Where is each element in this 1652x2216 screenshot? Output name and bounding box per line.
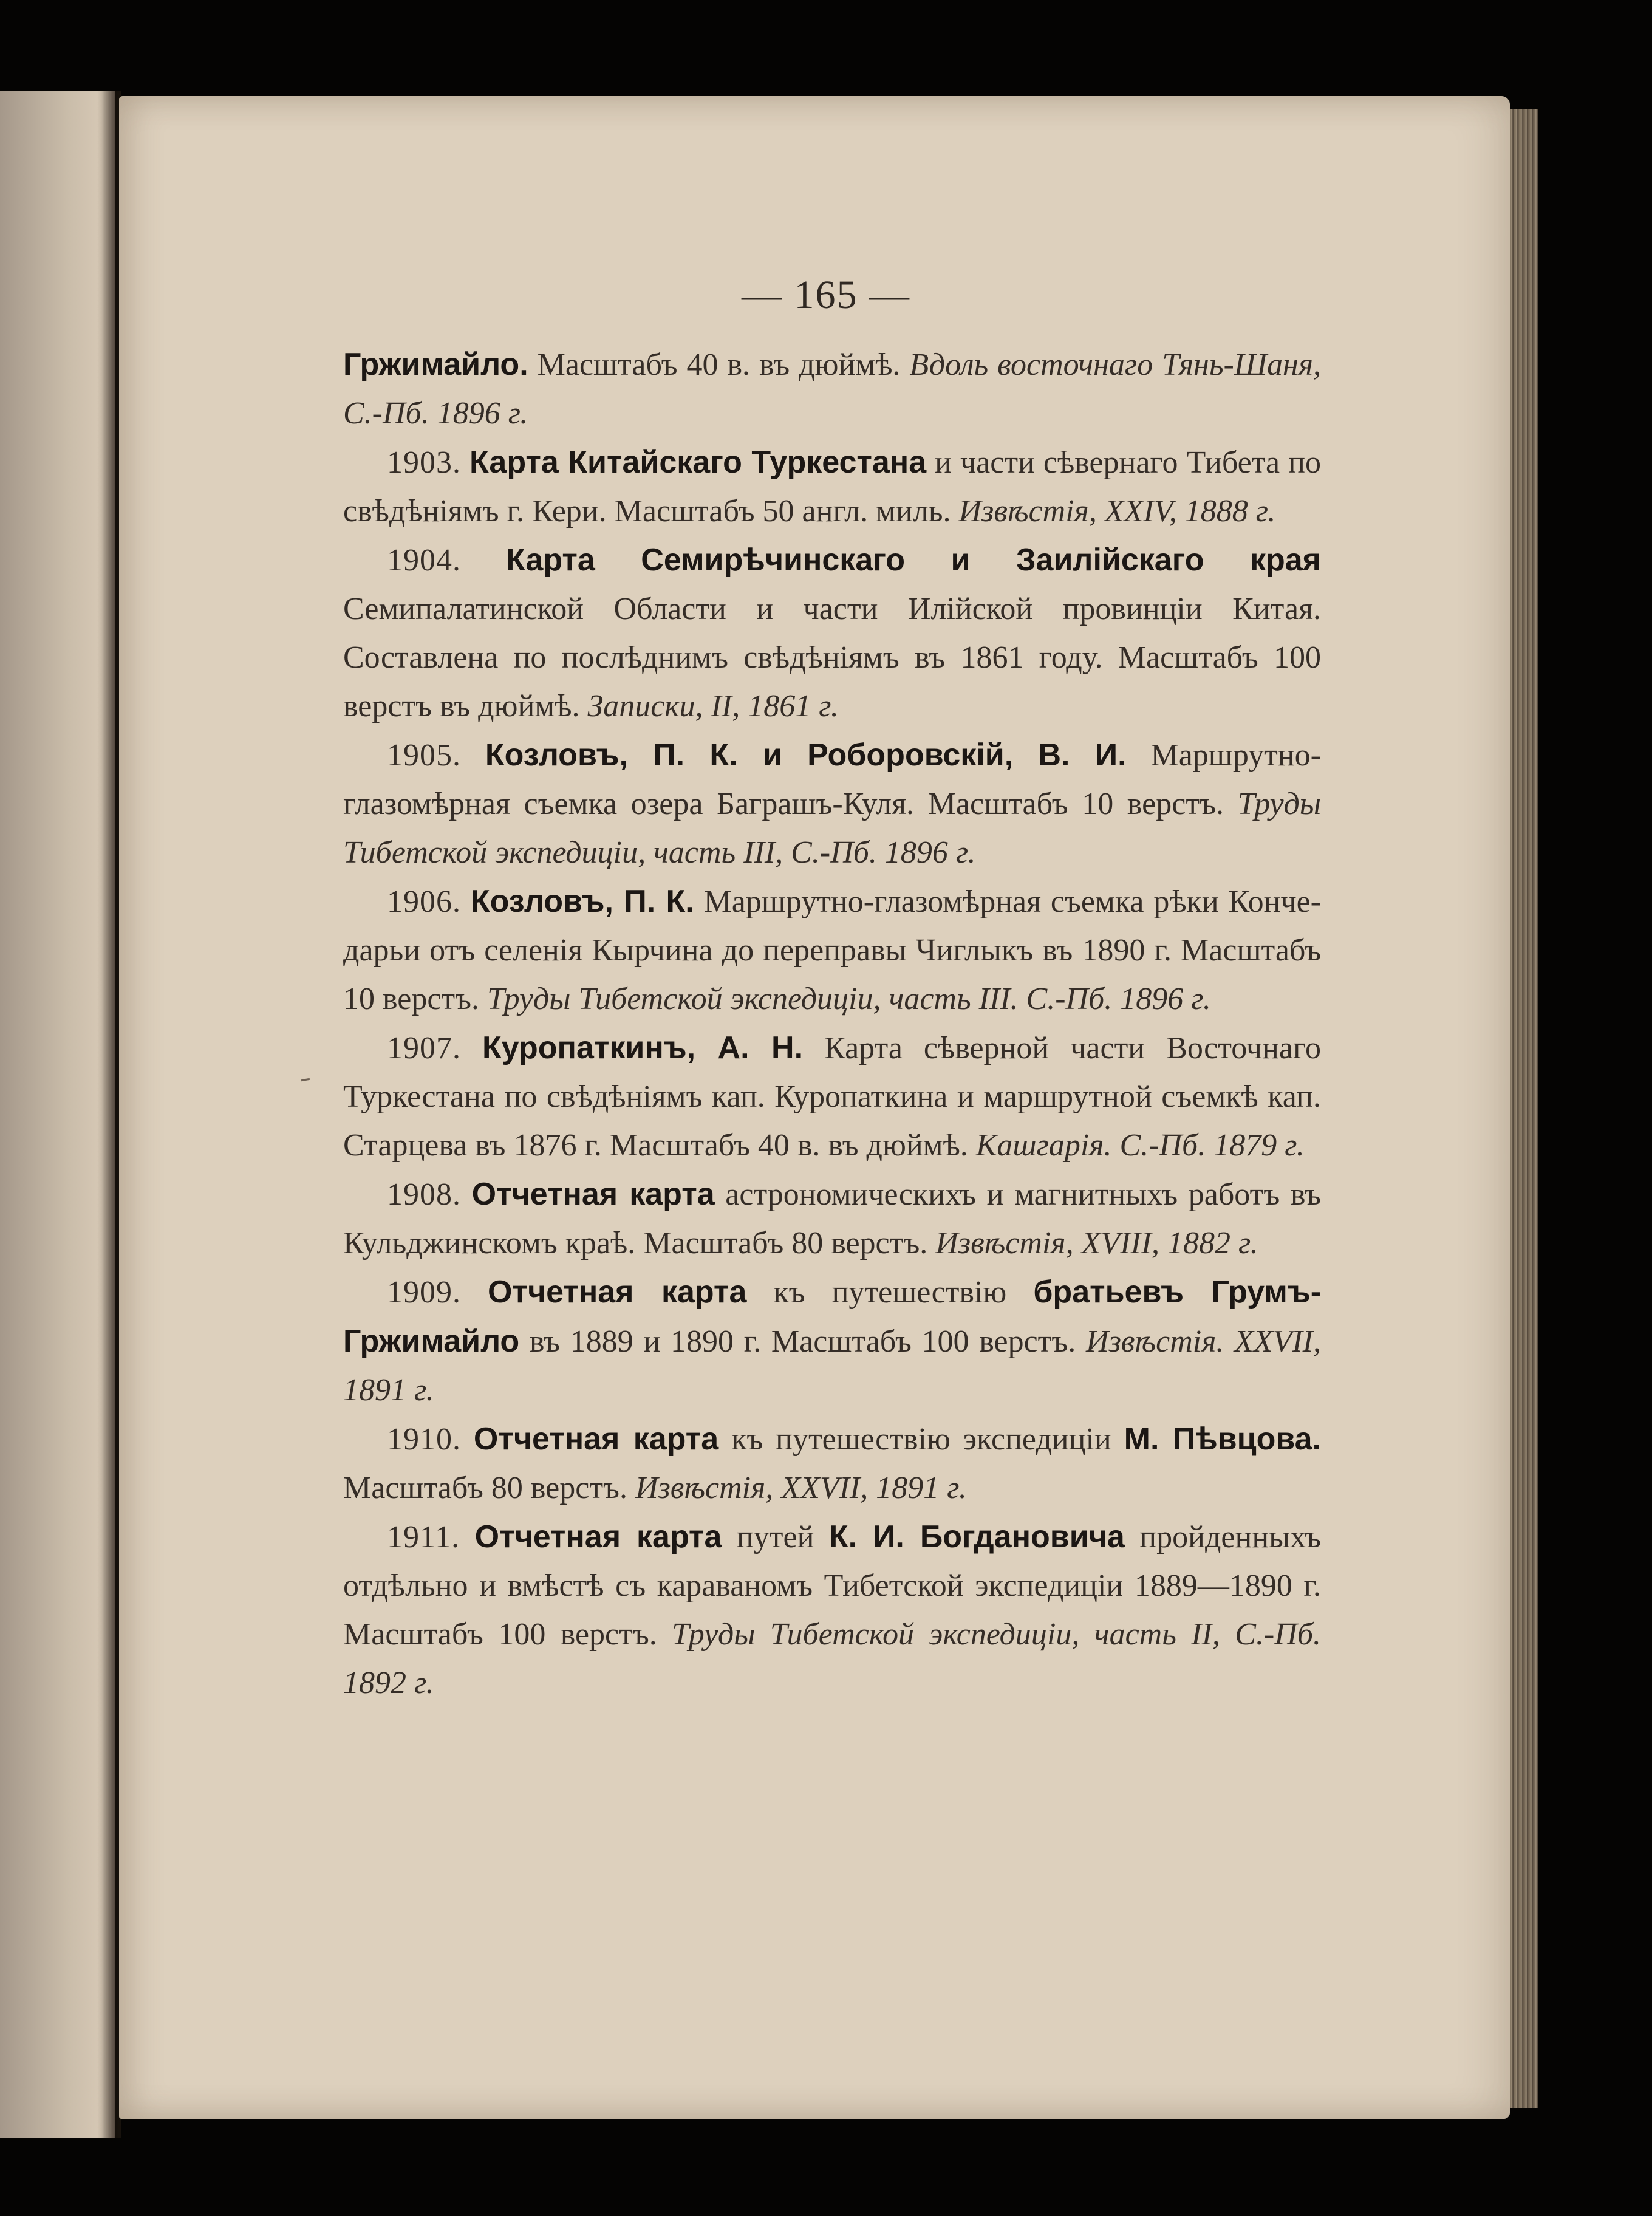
entry-run-bold: Куропаткинъ, А. Н.	[482, 1030, 804, 1065]
entry-run-bold: М. Пѣвцова.	[1124, 1421, 1321, 1457]
entry-number: 1909.	[387, 1275, 461, 1310]
catalog-entry	[343, 438, 1321, 536]
entry-number: 1906.	[387, 884, 461, 919]
entry-run: и части сѣвернаго Тибета по свѣдѣніямъ г. Кери. Масштабъ 50 англ. миль.	[343, 445, 1321, 528]
entry-number: 1907.	[387, 1031, 461, 1065]
entry-run: пройденныхъ отдѣльно и вмѣстѣ съ караваномъ Тибетской экспедиціи 1889—1890 г. Масштабъ 100 верстъ.	[343, 1520, 1321, 1652]
entry-number: 1908.	[387, 1177, 461, 1212]
entry-run-italic: Записки, II, 1861 г.	[587, 689, 839, 723]
entry-run-bold: К. И. Богдановича	[828, 1519, 1125, 1554]
entry-run-bold: Гржимайло.	[343, 347, 528, 382]
catalog-entry	[343, 340, 1321, 438]
entry-run-italic: Кашгарія. С.-Пб. 1879 г.	[975, 1128, 1305, 1163]
entry-run-bold: Козловъ, П. К.	[470, 884, 694, 919]
entry-run-bold: Отчетная карта	[473, 1421, 719, 1457]
catalog-entry	[343, 877, 1321, 1024]
entry-run-italic: Извѣстія, XXIV, 1888 г.	[958, 494, 1276, 528]
entry-run-bold: Отчетная карта	[488, 1274, 747, 1310]
catalog-entry	[343, 1170, 1321, 1268]
page-number: — 165 —	[742, 273, 910, 317]
entry-run-italic: Извѣстія, XXVII, 1891 г.	[635, 1471, 967, 1505]
entry-run-bold: Отчетная карта	[474, 1519, 722, 1554]
entry-run: къ путешествію экспедиціи	[718, 1422, 1124, 1457]
entry-run-italic: Труды Тибетской экспедиціи, часть II, С.-Пб. 1892 г.	[343, 1617, 1321, 1700]
entry-run: Масштабъ 80 верстъ.	[343, 1471, 635, 1505]
page-stack-edges	[1510, 109, 1538, 2108]
entry-run-bold: Отчетная карта	[471, 1177, 715, 1212]
entry-run: Семипалатинской Области и части Илійской провинціи Китая. Составлена по послѣднимъ свѣдѣніямъ въ 1861 году. Масштабъ 100 верстъ въ дюймѣ.	[343, 592, 1321, 723]
entry-run-bold: Козловъ, П. К. и Роборовскій, В. И.	[485, 737, 1127, 773]
entry-run: Карта сѣверной части Восточнаго Туркестана по свѣдѣніямъ кап. Куропаткина и маршрутной съемкѣ кап. Старцева въ 1876 г. Масштабъ 40 в. въ дюймѣ.	[343, 1031, 1322, 1163]
entry-number: 1903.	[387, 445, 461, 480]
entry-run: Маршрутно-глазомѣрная съемка рѣки Конче-дарьи отъ селенія Кырчина до переправы Чиглыкъ въ 1890 г. Масштабъ 10 верстъ.	[343, 884, 1322, 1016]
catalog-entry	[343, 536, 1321, 731]
entry-run: къ путешествію	[746, 1275, 1034, 1310]
catalog-entry	[343, 1415, 1321, 1513]
entry-number: 1905.	[387, 738, 461, 773]
catalog-entry	[343, 1513, 1321, 1708]
catalog-entry	[343, 1268, 1321, 1415]
entry-run-italic: Извѣстія, XVIII, 1882 г.	[935, 1226, 1258, 1260]
entry-run-italic: Труды Тибетской экспедиціи, часть III, С.-Пб. 1896 г.	[343, 787, 1321, 870]
catalog-entry	[343, 731, 1321, 877]
entry-run: путей	[722, 1520, 829, 1554]
entry-run: астрономическихъ и магнитныхъ работъ въ Кульджинскомъ краѣ. Масштабъ 80 верстъ.	[343, 1177, 1322, 1260]
entry-run-bold: Карта Китайскаго Туркестана	[469, 445, 927, 480]
entry-number: 1911.	[387, 1520, 460, 1554]
entry-run-bold: братьевъ Грумъ-Гржимайло	[343, 1274, 1322, 1359]
book-gutter-shadow	[97, 91, 121, 2138]
entry-run: Масштабъ 40 в. въ дюймѣ.	[528, 347, 910, 382]
catalog-entries	[343, 340, 1321, 1708]
entry-run-italic: Вдоль восточнаго Тянь-Шаня, С.-Пб. 1896 г.	[343, 347, 1321, 431]
catalog-entry	[343, 1024, 1321, 1170]
entry-run-italic: Извѣстія. XXVII, 1891 г.	[343, 1324, 1321, 1407]
entry-number: 1910.	[387, 1422, 461, 1457]
entry-run-italic: Труды Тибетской экспедиціи, часть III. С.-Пб. 1896 г.	[487, 982, 1211, 1016]
entry-number: 1904.	[387, 543, 461, 578]
entry-run: въ 1889 и 1890 г. Масштабъ 100 верстъ.	[519, 1324, 1087, 1359]
entry-run: Маршрутно-глазомѣрная съемка озера Баграшъ-Куля. Масштабъ 10 верстъ.	[343, 738, 1322, 821]
entry-run-bold: Карта Семирѣчинскаго и Заилійскаго края	[506, 542, 1321, 578]
